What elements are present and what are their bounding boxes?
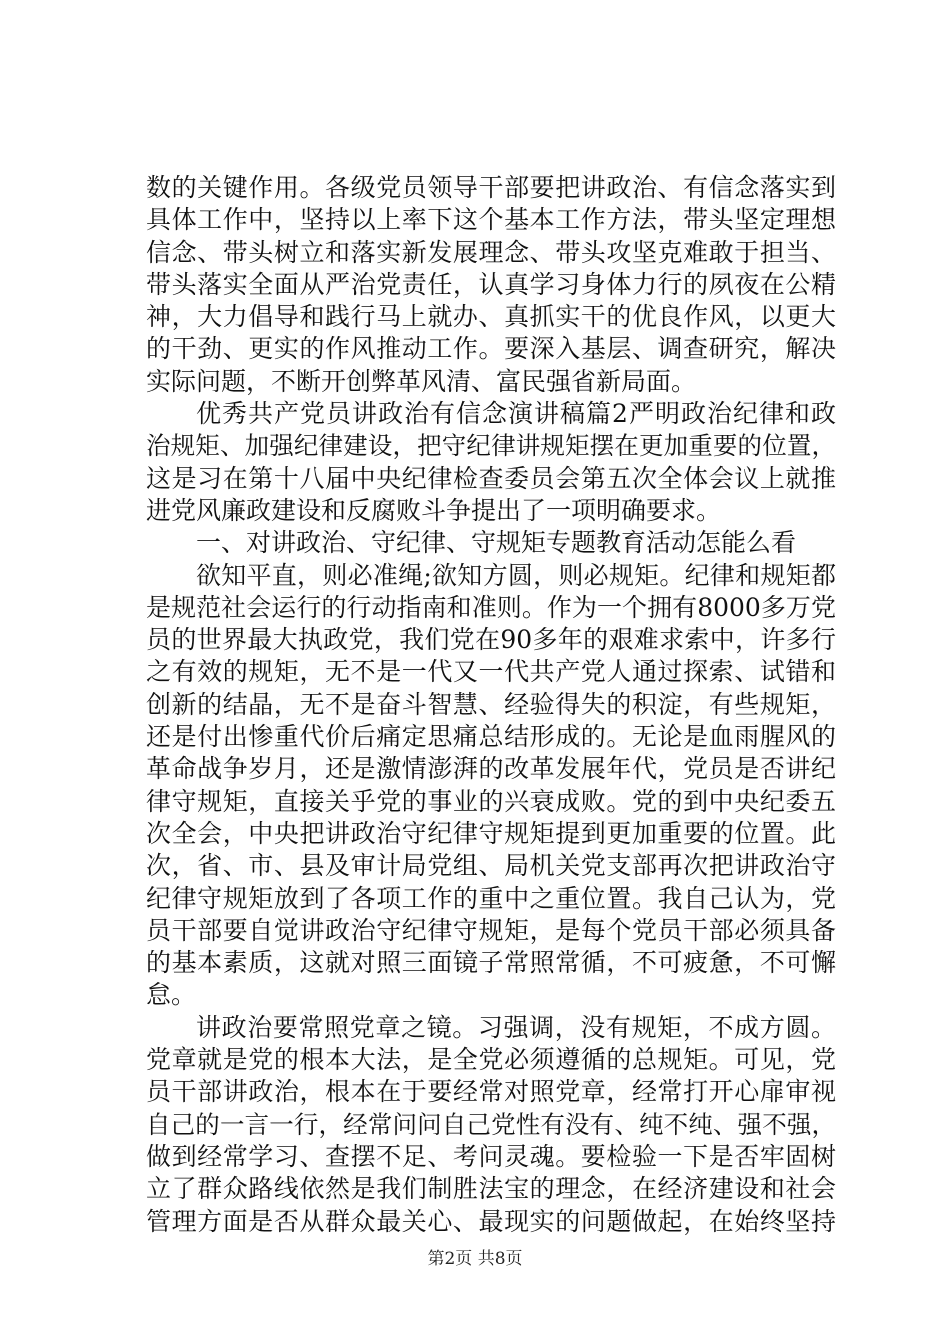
paragraph-start-line: 优秀共产党员讲政治有信念演讲稿篇2严明政治纪律和政 [196,399,836,429]
text-line: 这是习在第十八届中央纪律检查委员会第五次全体会议上就推 [146,463,836,493]
document-body [146,172,836,1238]
page-number-footer: 第2页 共8页 [427,1249,523,1269]
text-line: 治规矩、加强纪律建设，把守纪律讲规矩摆在更加重要的位置， [146,431,836,461]
text-line: 具体工作中，坚持以上率下这个基本工作方法，带头坚定理想 [146,205,836,235]
text-line: 员的世界最大执政党，我们党在90多年的艰难求索中，许多行 [146,625,836,655]
text-line: 创新的结晶，无不是奋斗智慧、经验得失的积淀，有些规矩， [146,689,836,719]
text-line: 次全会，中央把讲政治守纪律守规矩提到更加重要的位置。此 [146,818,836,848]
text-line: 是规范社会运行的行动指南和准则。作为一个拥有8000多万党 [146,592,836,622]
text-line: 纪律守规矩放到了各项工作的重中之重位置。我自己认为，党 [146,883,836,913]
paragraph-start-line: 欲知平直，则必准绳;欲知方圆，则必规矩。纪律和规矩都 [196,560,836,590]
text-line: 数的关键作用。各级党员领导干部要把讲政治、有信念落实到 [146,173,836,202]
paragraph-start-line: 讲政治要常照党章之镜。习强调，没有规矩，不成方圆。 [196,1012,836,1042]
text-line: 进党风廉政建设和反腐败斗争提出了一项明确要求。 [146,495,722,525]
text-line: 之有效的规矩，无不是一代又一代共产党人通过探索、试错和 [146,657,836,687]
text-line: 自己的一言一行，经常问问自己党性有没有、纯不纯、强不强， [146,1109,836,1139]
text-line: 革命战争岁月，还是激情澎湃的改革发展年代，党员是否讲纪 [146,754,836,784]
text-line: 的基本素质，这就对照三面镜子常照常循，不可疲惫，不可懈 [146,948,836,978]
text-line: 还是付出惨重代价后痛定思痛总结形成的。无论是血雨腥风的 [146,722,836,752]
text-line: 实际问题，不断开创弊革风清、富民强省新局面。 [146,366,697,396]
text-line: 的干劲、更实的作风推动工作。要深入基层、调查研究，解决 [146,334,836,364]
section-heading: 一、对讲政治、守纪律、守规矩专题教育活动怎能么看 [196,528,797,558]
text-line: 神，大力倡导和践行马上就办、真抓实干的优良作风，以更大 [146,302,836,332]
text-line: 管理方面是否从群众最关心、最现实的问题做起，在始终坚持 [146,1206,836,1236]
text-line: 律守规矩，直接关乎党的事业的兴衰成败。党的到中央纪委五 [146,786,836,816]
text-line: 员干部讲政治，根本在于要经常对照党章，经常打开心扉审视 [146,1077,836,1107]
text-line: 员干部要自觉讲政治守纪律守规矩，是每个党员干部必须具备 [146,915,836,945]
text-line: 次，省、市、县及审计局党组、局机关党支部再次把讲政治守 [146,851,836,881]
text-line: 做到经常学习、查摆不足、考问灵魂。要检验一下是否牢固树 [146,1141,836,1171]
text-line: 信念、带头树立和落实新发展理念、带头攻坚克难敢于担当、 [146,237,836,267]
text-line: 怠。 [146,980,197,1010]
text-line: 立了群众路线依然是我们制胜法宝的理念，在经济建设和社会 [146,1174,836,1204]
text-line: 带头落实全面从严治党责任，认真学习身体力行的夙夜在公精 [146,269,836,299]
text-line: 党章就是党的根本大法，是全党必须遵循的总规矩。可见，党 [146,1045,836,1075]
